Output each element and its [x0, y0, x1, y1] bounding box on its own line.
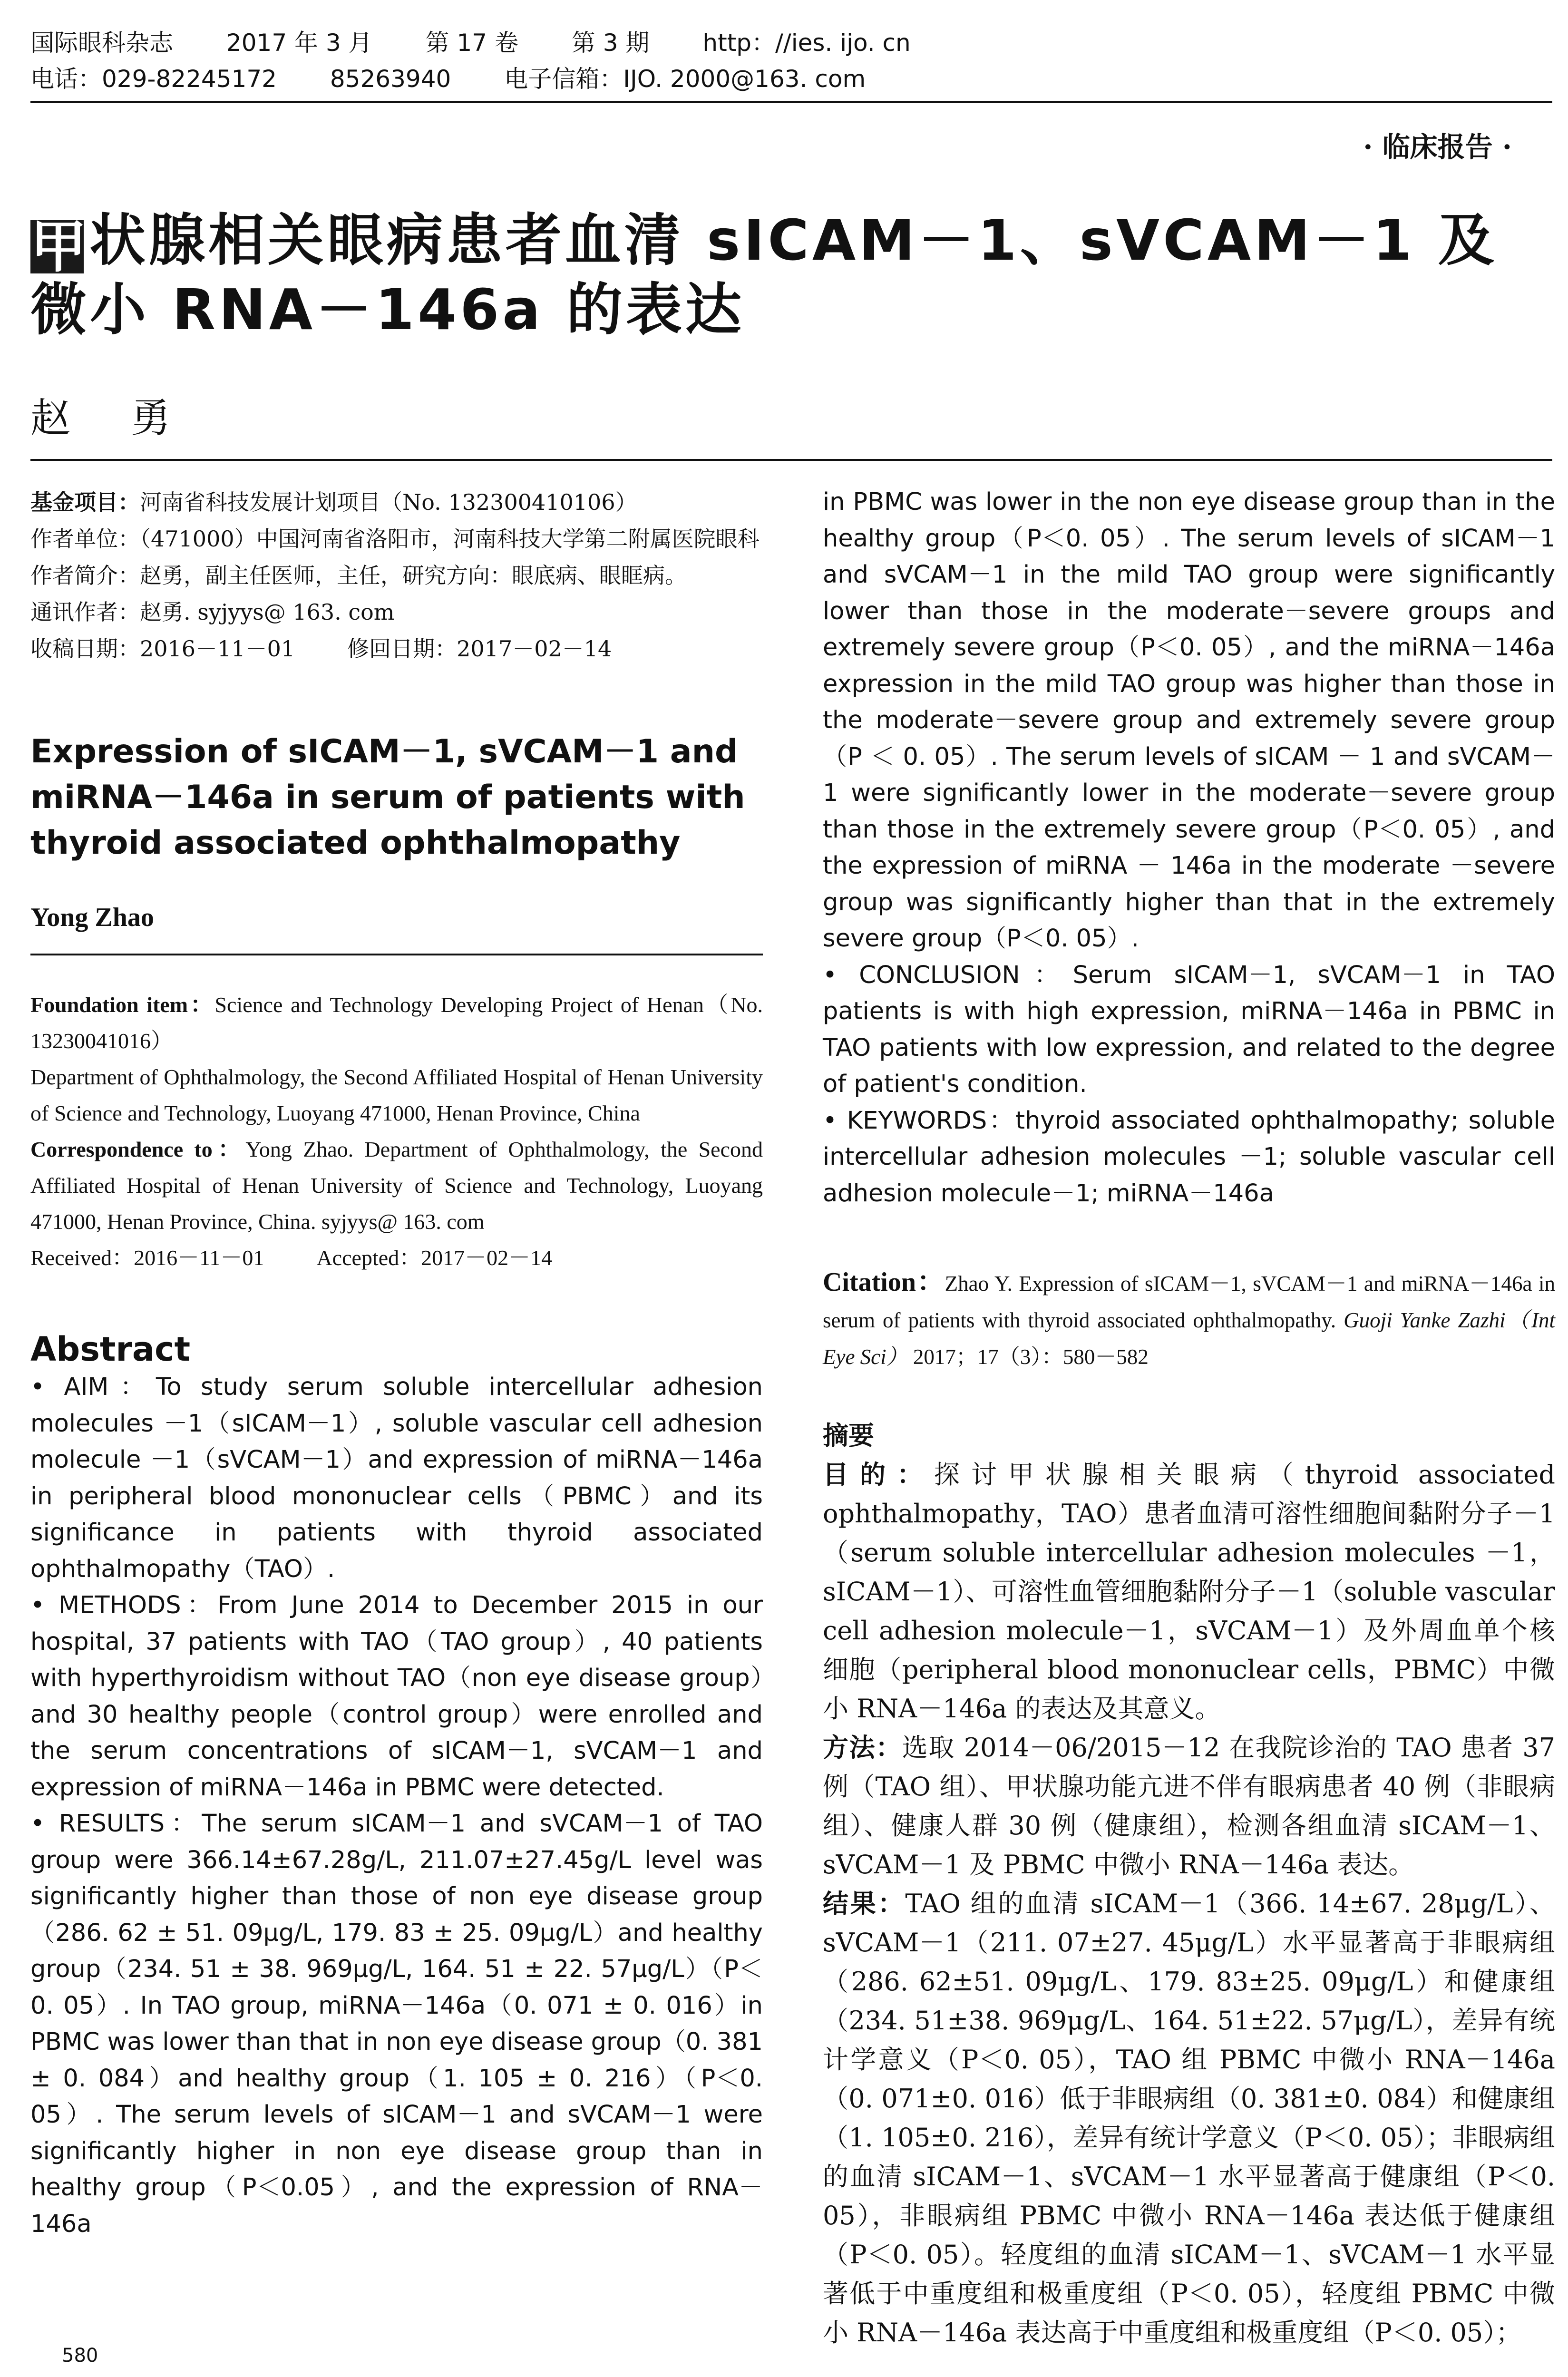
zh-foundation — [30, 484, 763, 521]
zh-abstract-aim — [823, 1455, 1555, 1728]
en-info-block — [30, 987, 763, 1276]
title-text: 状腺相关眼病患者血清 sICAM－1、sVCAM－1 及微小 RNA－146a 的表达 — [30, 207, 1498, 342]
header-line-2 — [30, 61, 1557, 97]
en-correspondence — [30, 1131, 763, 1240]
zh-aim-text: 探讨甲状腺相关眼病（thyroid associated ophthalmopathy，TAO）患者血清可溶性细胞间黏附分子－1（serum soluble intercellular adhesion molecules －1，sICAM－1）、可溶性血管细胞黏附分子－1（soluble vascular cell adhesion molecule－1，sVCAM－1）及外周血单个核细胞（peripheral blood mononuclear cells，PBMC）中微小 RNA－146a 的表达及其意义。 — [823, 1460, 1556, 1724]
zh-results-label: 结果： — [823, 1889, 906, 1919]
title-first-char-mark: 甲 — [30, 214, 90, 280]
zh-author-bio: 作者简介：赵勇，副主任医师，主任，研究方向：眼底病、眼眶病。 — [30, 563, 687, 588]
zh-abstract-methods — [823, 1728, 1555, 1884]
left-column — [30, 484, 763, 2242]
en-dates — [30, 1240, 763, 1276]
en-corr-text: Yong Zhao. Department of Ophthalmology, the Second Affiliated Hospital of Henan University of Science and Technology, Luoyang 471000, Henan Province, China. syjyys@ 163. com — [30, 1137, 763, 1234]
citation-label: Citation： — [823, 1267, 945, 1297]
abstract-aim: • AIM：To study serum soluble intercellular adhesion molecules －1（sICAM－1）, soluble vascular cell adhesion molecule －1（sVCAM－1）and expression of miRNA－146a in peripheral blood mononuclear cells（PBMC）and its significance in patients with thyroid associated ophthalmopathy（TAO）. — [30, 1373, 763, 1583]
citation-text: Zhao Y. Expression of sICAM－1, sVCAM－1 and miRNA－146a in serum of patients with thyroid associated ophthalmopathy. — [823, 1272, 1556, 1332]
abstract-conclusion: • CONCLUSION：Serum sICAM－1, sVCAM－1 in TAO patients is with high expression, miRNA－146a in PBMC in TAO patients with low expression, and related to the degree of patient's condition. — [823, 961, 1555, 1098]
section-tag: · 临床报告 · — [1363, 131, 1512, 163]
en-department: Department of Ophthalmology, the Second Affiliated Hospital of Henan University of Science and Technology, Luoyang 471000, Henan Province, China — [30, 1065, 763, 1125]
zh-affiliation: 作者单位：（471000）中国河南省洛阳市，河南科技大学第二附属医院眼科 — [30, 526, 760, 552]
english-author: Yong Zhao — [30, 903, 154, 932]
en-received: Received：2016－11－01 — [30, 1246, 264, 1270]
issue-number: 第 3 期 — [571, 29, 650, 57]
en-foundation — [30, 987, 763, 1059]
en-corr-label: Correspondence to： — [30, 1137, 246, 1161]
abstract-keywords: • KEYWORDS：thyroid associated ophthalmopathy; soluble intercellular adhesion molecules －1; soluble vascular cell adhesion molecule－1; miRNA－146a — [823, 1106, 1555, 1208]
zh-revised: 修回日期：2017－02－14 — [347, 636, 612, 662]
english-title-divider — [30, 954, 763, 955]
en-foundation-label: Foundation item： — [30, 993, 215, 1017]
citation — [823, 1264, 1555, 1375]
journal-url[interactable]: http：//ies. ijo. cn — [702, 29, 911, 57]
zh-dates — [30, 631, 763, 667]
zh-methods-text: 选取 2014－06/2015－12 在我院诊治的 TAO 患者 37 例（TAO 组）、甲状腺功能亢进不伴有眼病患者 40 例（非眼病组）、健康人群 30 例（健康组），检测各组血清 sICAM－1、sVCAM－1 及 PBMC 中微小 RNA－146a 表达。 — [823, 1733, 1556, 1880]
abstract-results-continued: in PBMC was lower in the non eye disease group than in the healthy group（P＜0. 05）. The serum levels of sICAM－1 and sVCAM－1 in the mild TAO group were significantly lower than those in the moderate－severe groups and extremely severe group（P＜0. 05）, and the miRNA－146a expression in the mild TAO group was higher than those in the moderate－severe group and extremely severe group（P ＜ 0. 05）. The serum levels of sICAM － 1 and sVCAM－1 were significantly lower in the moderate－severe group than those in the extremely severe group（P＜0. 05）, and the expression of miRNA － 146a in the moderate －severe group was significantly higher than that in the extremely severe group（P＜0. 05）. — [823, 488, 1555, 953]
citation-tail: 2017；17（3）：580－582 — [913, 1345, 1149, 1369]
journal-name: 国际眼科杂志 — [30, 29, 173, 57]
title-divider — [30, 459, 1552, 461]
zh-abstract-results — [823, 1884, 1555, 2352]
zh-correspondence: 通讯作者：赵勇. syjyys@ 163. com — [30, 599, 395, 625]
zh-received: 收稿日期：2016－11－01 — [30, 636, 295, 662]
en-foundation-text: Science and Technology Developing Project of Henan（No. 13230041016） — [30, 993, 763, 1053]
zh-results-text: TAO 组的血清 sICAM－1（366. 14±67. 28μg/L）、sVCAM－1（211. 07±27. 45μg/L）水平显著高于非眼病组（286. 62±51. 09μg/L、179. 83±25. 09μg/L）和健康组（234. 51±38. 969μg/L、164. 51±22. 57μg/L），差异有统计学意义（P＜0. 05），TAO 组 PBMC 中微小 RNA－146a（0. 071±0. 016）低于非眼病组（0. 381±0. 084）和健康组（1. 105±0. 216），差异有统计学意义（P＜0. 05）；非眼病组的血清 sICAM－1、sVCAM－1 水平显著高于健康组（P＜0. 05），非眼病组 PBMC 中微小 RNA－146a 表达低于健康组（P＜0. 05）。轻度组的血清 sICAM－1、sVCAM－1 水平显著低于中重度组和极重度组（P＜0. 05），轻度组 PBMC 中微小 RNA－146a 表达高于中重度组和极重度组（P＜0. 05）； — [823, 1889, 1556, 2348]
abstract-methods: • METHODS：From June 2014 to December 2015 in our hospital, 37 patients with TAO（TAO group）, 40 patients with hyperthyroidism without TAO（non eye disease group）and 30 healthy people（control group）were enrolled and the serum concentrations of sICAM－1, sVCAM－1 and expression of miRNA－146a in PBMC were detected. — [30, 1591, 763, 1802]
page-number: 580 — [62, 2345, 98, 2367]
abstract-heading: Abstract — [30, 1330, 191, 1369]
header-divider — [30, 101, 1552, 103]
phone-2: 85263940 — [330, 65, 451, 93]
zh-foundation-label: 基金项目： — [30, 489, 140, 515]
article-title — [30, 205, 1548, 344]
issue-date: 2017 年 3 月 — [226, 29, 372, 57]
author-zh: 赵 勇 — [30, 395, 195, 441]
zh-info-block — [30, 484, 763, 667]
en-accepted: Accepted：2017－02－14 — [316, 1246, 553, 1270]
abstract-results: • RESULTS：The serum sICAM－1 and sVCAM－1 of TAO group were 366.14±67.28g/L, 211.07±27.45g/L level was significantly higher than those of non eye disease group（286. 62 ± 51. 09μg/L, 179. 83 ± 25. 09μg/L）and healthy group（234. 51 ± 38. 969μg/L, 164. 51 ± 22. 57μg/L）（P＜0. 05）. In TAO group, miRNA－146a（0. 071 ± 0. 016）in PBMC was lower than that in non eye disease group（0. 381 ± 0. 084）and healthy group（1. 105 ± 0. 216）（P＜0. 05）. The serum levels of sICAM－1 and sVCAM－1 were significantly higher in non eye disease group than in healthy group（P＜0.05）, and the expression of RNA－146a — [30, 1810, 763, 2238]
journal-header — [30, 25, 1557, 97]
citation-journal: Guoji Yanke Zazhi（Int Eye Sci） — [823, 1308, 1555, 1369]
header-line-1 — [30, 25, 1557, 61]
right-column — [823, 484, 1555, 2352]
zh-aim-label: 目的： — [823, 1460, 934, 1490]
zh-abstract-heading: 摘要 — [823, 1421, 874, 1451]
volume: 第 17 卷 — [425, 29, 518, 57]
email[interactable]: 电子信箱：IJO. 2000@163. com — [504, 65, 866, 93]
zh-foundation-text: 河南省科技发展计划项目（No. 132300410106） — [140, 489, 637, 515]
english-title: Expression of sICAM－1, sVCAM－1 and miRNA－146a in serum of patients with thyroid associated ophthalmopathy — [30, 733, 745, 862]
phone: 电话：029-82245172 — [30, 65, 277, 93]
zh-methods-label: 方法： — [823, 1733, 902, 1763]
